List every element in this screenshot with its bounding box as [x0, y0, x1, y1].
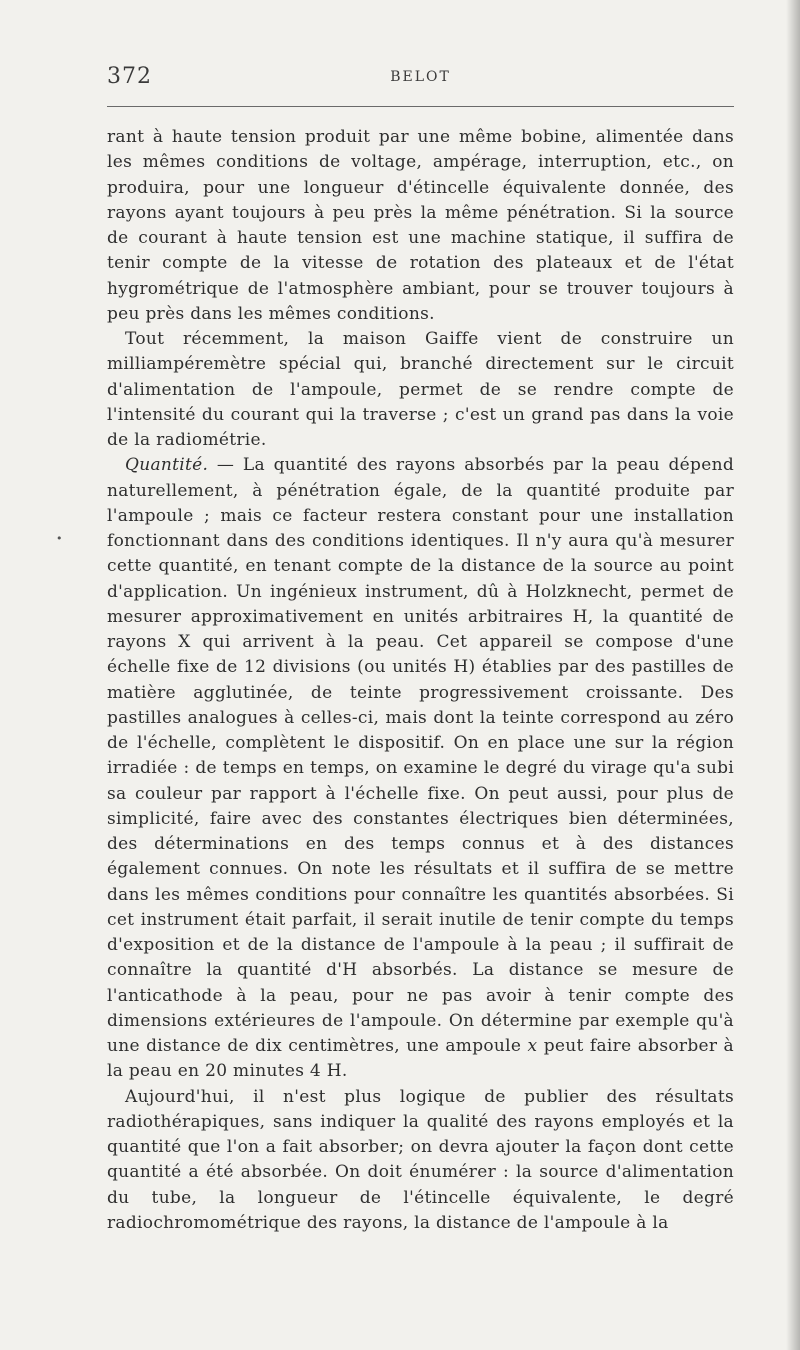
paragraph-3 — [107, 453, 734, 1084]
paragraph-3-text: — La quantité des rayons absorbés par la peau dépend naturellement, à pénétration égale, de la quantité produite par l'ampoule ; mais ce facteur restera constant pour une installation fonctionnant dans des conditions identiques. Il n'y aura qu'à mesurer cette quantité, en tenant compte de la distance de la source au point d'application. Un ingénieux instrument, dû à Holzknecht, permet de mesurer approximativement en unités arbitraires H, la quantité de rayons X qui arrivent à la peau. Cet appareil se compose d'une échelle fixe de 12 divisions (ou unités H) établies par des pastilles de matière agglutinée, de teinte progressivement croissante. Des pastilles analogues à celles-ci, mais dont la teinte correspond au zéro de l'échelle, complètent le dispositif. On en place une sur la région irradiée : de temps en temps, on examine le degré du virage qu'a subi sa couleur par rapport à l'échelle fixe. On peut aussi, pour plus de simplicité, faire avec des constantes électriques bien déterminées, des déterminations en des temps connus et à des distances également connues. On note les résultats et il suffira de se mettre dans les mêmes conditions pour connaître les quantités absorbées. Si cet instrument était parfait, il serait inutile de tenir compte du temps d'exposition et de la distance de l'ampoule à la peau ; il suffirait de connaître la quantité d'H absorbés. La distance se mesure de l'anticathode à la peau, pour ne pas avoir à tenir compte des dimensions extérieures de l'ampoule. On détermine par exemple qu'à une distance de dix centimètres, une ampoule — [107, 455, 734, 1056]
page-edge-shadow — [786, 0, 800, 1350]
page-header — [107, 64, 734, 92]
paragraph-3-tail: peut faire absorber à la peau en 20 minutes 4 H. — [107, 1036, 734, 1082]
section-label-quantite: Quantité. — [125, 455, 209, 476]
paragraph-4: Aujourd'hui, il n'est plus logique de publier des résultats radiothérapiques, sans indiquer la qualité des rayons employés et la quantité que l'on a fait absorber; on devra ajouter la façon dont cette quantité a été absorbée. On doit énumérer : la source d'alimentation du tube, la longueur de l'étincelle équivalente, le degré radiochromométrique des rayons, la distance de l'ampoule à la — [107, 1086, 734, 1233]
paragraph-1: rant à haute tension produit par une même bobine, alimentée dans les mêmes conditions de voltage, ampérage, interruption, etc., on produira, pour une longueur d'étincelle équivalente donnée, des rayons ayant toujours à peu près la même pénétration. Si la source de courant à haute tension est une machine statique, il suffira de tenir compte de la vitesse de rotation des plateaux et de l'état hygrométrique de l'atmosphère ambiant, pour se trouver toujours à peu près dans les mêmes conditions. — [107, 127, 734, 324]
page-number: 372 — [107, 64, 152, 89]
header-rule — [107, 106, 734, 107]
body-text — [107, 125, 734, 1236]
margin-mark: • — [56, 532, 63, 545]
running-title: BELOT — [390, 69, 451, 85]
paragraph-2: Tout récemment, la maison Gaiffe vient de construire un milliampéremètre spécial qui, branché directement sur le circuit d'alimentation de l'ampoule, permet de se rendre compte de l'intensité du courant qui la traverse ; c'est un grand pas dans la voie de la radiométrie. — [107, 329, 734, 450]
variable-x: x — [527, 1036, 538, 1056]
